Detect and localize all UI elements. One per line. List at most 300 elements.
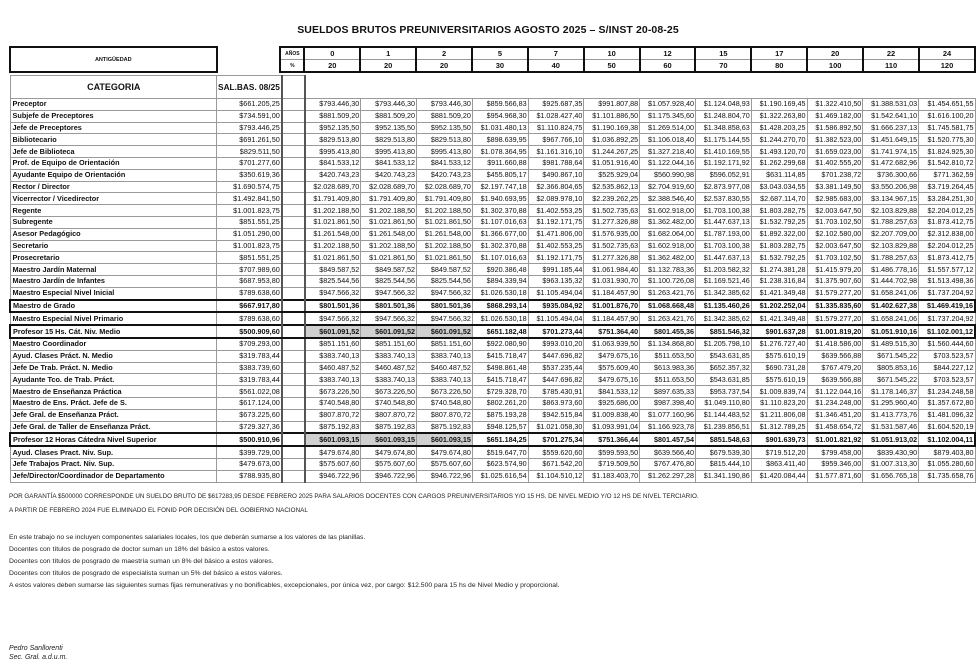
pct-spacer-cell bbox=[282, 338, 305, 350]
salary-value-cell: $2.003.647,50 bbox=[807, 205, 863, 217]
salary-value-cell: $383.740,13 bbox=[361, 374, 417, 386]
salary-value-cell: $1.428.203,25 bbox=[751, 122, 807, 134]
salary-value-cell: $2.388.546,40 bbox=[640, 193, 696, 205]
salary-value-cell: $1.341.190,86 bbox=[695, 470, 751, 482]
salary-value-cell: $1.421.349,48 bbox=[751, 312, 807, 325]
salary-value-cell: $719.512,20 bbox=[751, 446, 807, 458]
salary-value-cell: $863.973,60 bbox=[528, 397, 584, 409]
salary-value-cell: $1.658.241,06 bbox=[863, 287, 919, 299]
signature-role: Sec. Gral. a.d.u.m. bbox=[9, 654, 68, 661]
salary-value-cell: $1.184.457,90 bbox=[584, 287, 640, 299]
category-cell: Maestro Jardín Maternal bbox=[10, 264, 217, 276]
salary-value-cell: $701.275,34 bbox=[528, 433, 584, 446]
salary-value-cell: $807.870,72 bbox=[417, 409, 473, 421]
salary-value-cell: $1.791.409,80 bbox=[361, 193, 417, 205]
salary-value-cell: $1.244.270,70 bbox=[751, 134, 807, 146]
pct-label: % bbox=[280, 60, 304, 73]
salary-value-cell: $801.501,36 bbox=[305, 300, 361, 313]
category-cell: Jefe de Biblioteca bbox=[10, 146, 217, 158]
table-row bbox=[10, 362, 975, 374]
salary-value-cell: $1.741.974,15 bbox=[863, 146, 919, 158]
table-row bbox=[10, 264, 975, 276]
salary-value-cell: $490.867,10 bbox=[528, 169, 584, 181]
salary-value-cell: $946.722,96 bbox=[305, 470, 361, 482]
salary-value-cell: $1.703.100,38 bbox=[695, 240, 751, 252]
salary-value-cell: $1.078.364,95 bbox=[472, 146, 528, 158]
pct-spacer-cell bbox=[282, 146, 305, 158]
salary-value-cell: $1.110.823,20 bbox=[751, 397, 807, 409]
salary-value-cell: $1.513.498,36 bbox=[919, 275, 975, 287]
salary-value-cell: $2.103.829,88 bbox=[863, 205, 919, 217]
base-salary-cell: $1.492.841,50 bbox=[217, 193, 282, 205]
salary-value-cell: $1.312.789,25 bbox=[751, 421, 807, 433]
pct-spacer-cell bbox=[282, 446, 305, 458]
year-2: 2 bbox=[416, 47, 472, 60]
salary-value-cell: $1.447.637,13 bbox=[695, 216, 751, 228]
salary-value-cell: $1.031.930,70 bbox=[584, 275, 640, 287]
salary-value-cell: $1.274.381,28 bbox=[751, 264, 807, 276]
salary-value-cell: $1.531.587,46 bbox=[863, 421, 919, 433]
salary-value-cell: $1.402.553,25 bbox=[528, 205, 584, 217]
category-cell: Jefe Gral. de Taller de Enseñanza Práct. bbox=[10, 421, 217, 433]
salary-value-cell: $447.696,82 bbox=[528, 350, 584, 362]
salary-value-cell: $1.604.520,19 bbox=[919, 421, 975, 433]
salary-value-cell: $1.335.835,60 bbox=[807, 300, 863, 313]
salary-value-cell: $613.983,36 bbox=[640, 362, 696, 374]
salary-value-cell: $601.091,52 bbox=[361, 325, 417, 338]
salary-value-cell: $1.788.257,63 bbox=[863, 216, 919, 228]
salary-value-cell: $1.122.044,16 bbox=[640, 157, 696, 169]
category-cell: Jefe/Director/Coordinador de Departamento bbox=[10, 470, 217, 482]
category-cell: Maestro de Enseñanza Práctica bbox=[10, 386, 217, 398]
salary-value-cell: $1.873.412,75 bbox=[919, 216, 975, 228]
salary-value-cell: $519.647,70 bbox=[472, 446, 528, 458]
pct-spacer-cell bbox=[282, 409, 305, 421]
pct-spacer-cell bbox=[282, 216, 305, 228]
category-cell: Ayudante Tco. de Trab. Práct. bbox=[10, 374, 217, 386]
salary-value-cell: $1.263.421,76 bbox=[640, 287, 696, 299]
salary-value-cell: $851.151,60 bbox=[361, 338, 417, 350]
salary-value-cell: $652.357,32 bbox=[695, 362, 751, 374]
salary-value-cell: $420.743,23 bbox=[305, 169, 361, 181]
salary-value-cell: $954.968,30 bbox=[472, 110, 528, 122]
year-5: 5 bbox=[472, 47, 528, 60]
salary-value-cell: $479.674,80 bbox=[305, 446, 361, 458]
year-20: 20 bbox=[807, 47, 863, 60]
salary-value-cell: $1.192.171,75 bbox=[528, 252, 584, 264]
salary-value-cell: $623.574,90 bbox=[472, 458, 528, 470]
salary-value-cell: $807.870,72 bbox=[361, 409, 417, 421]
salary-value-cell: $460.487,52 bbox=[361, 362, 417, 374]
salary-value-cell: $1.021.861,50 bbox=[417, 252, 473, 264]
salary-value-cell: $1.107.016,63 bbox=[472, 252, 528, 264]
salary-value-cell: $420.743,23 bbox=[361, 169, 417, 181]
salary-value-cell: $947.566,32 bbox=[305, 287, 361, 299]
salary-value-cell: $1.203.582,32 bbox=[695, 264, 751, 276]
salary-value-cell: $1.261.548,00 bbox=[361, 228, 417, 240]
table-row bbox=[10, 374, 975, 386]
base-salary-cell: $350.619,36 bbox=[217, 169, 282, 181]
pct-22: 110 bbox=[863, 60, 919, 73]
salary-value-cell: $1.021.861,50 bbox=[361, 216, 417, 228]
pct-24: 120 bbox=[919, 60, 975, 73]
salary-value-cell: $1.577.871,60 bbox=[807, 470, 863, 482]
salary-value-cell: $967.766,10 bbox=[528, 134, 584, 146]
salary-value-cell: $1.107.016,63 bbox=[472, 216, 528, 228]
table-row bbox=[10, 157, 975, 169]
salary-value-cell: $1.028.427,40 bbox=[528, 110, 584, 122]
pct-spacer-cell bbox=[282, 470, 305, 482]
salary-value-cell: $1.469.419,16 bbox=[919, 300, 975, 313]
salary-value-cell: $1.051.913,02 bbox=[863, 433, 919, 446]
antiguedad-label: ANTIGÜEDAD bbox=[10, 47, 217, 72]
salary-value-cell: $881.509,20 bbox=[361, 110, 417, 122]
salary-value-cell: $1.481.096,32 bbox=[919, 409, 975, 421]
salary-value-cell: $1.469.182,00 bbox=[807, 110, 863, 122]
salary-value-cell: $1.737.204,92 bbox=[919, 312, 975, 325]
salary-table bbox=[9, 75, 976, 483]
category-cell: Ayud. Clases Práct. N. Medio bbox=[10, 350, 217, 362]
salary-value-cell: $875.192,83 bbox=[417, 421, 473, 433]
table-row bbox=[10, 169, 975, 181]
table-row bbox=[10, 312, 975, 325]
salary-value-cell: $1.122.044,16 bbox=[807, 386, 863, 398]
category-cell: Prof. de Equipo de Orientación bbox=[10, 157, 217, 169]
salary-value-cell: $952.135,50 bbox=[305, 122, 361, 134]
salary-value-cell: $1.102.004,11 bbox=[919, 433, 975, 446]
category-cell: Vicerrector / Vicedirector bbox=[10, 193, 217, 205]
base-salary-cell: $709.293,00 bbox=[217, 338, 282, 350]
salary-value-cell: $767.476,80 bbox=[640, 458, 696, 470]
salary-value-cell: $849.587,52 bbox=[361, 264, 417, 276]
salary-value-cell: $673.226,50 bbox=[417, 386, 473, 398]
salary-value-cell: $1.542.641,10 bbox=[863, 110, 919, 122]
salary-value-cell: $1.190.169,45 bbox=[751, 99, 807, 111]
salary-value-cell: $1.192.171,75 bbox=[528, 216, 584, 228]
salary-value-cell: $1.238.316,84 bbox=[751, 275, 807, 287]
pct-spacer-cell bbox=[282, 312, 305, 325]
salary-value-cell: $1.302.370,88 bbox=[472, 240, 528, 252]
category-cell: Maestro Especial Nivel Inicial bbox=[10, 287, 217, 299]
salary-value-cell: $1.703.102,50 bbox=[807, 216, 863, 228]
salary-value-cell: $844.227,12 bbox=[919, 362, 975, 374]
salary-value-cell: $1.100.726,08 bbox=[640, 275, 696, 287]
table-row bbox=[10, 110, 975, 122]
year-0: 0 bbox=[304, 47, 360, 60]
salary-value-cell: $2.985.683,00 bbox=[807, 193, 863, 205]
salary-value-cell: $701.238,72 bbox=[807, 169, 863, 181]
salary-value-cell: $1.362.482,00 bbox=[640, 252, 696, 264]
salary-value-cell: $2.028.689,70 bbox=[305, 181, 361, 193]
salary-value-cell: $511.653,50 bbox=[640, 374, 696, 386]
base-salary-cell: $383.739,60 bbox=[217, 362, 282, 374]
pct-spacer-cell bbox=[282, 240, 305, 252]
salary-value-cell: $2.103.829,88 bbox=[863, 240, 919, 252]
salary-value-cell: $1.144.483,52 bbox=[695, 409, 751, 421]
salary-value-cell: $881.509,20 bbox=[417, 110, 473, 122]
salary-value-cell: $802.261,20 bbox=[472, 397, 528, 409]
salary-value-cell: $771.362,59 bbox=[919, 169, 975, 181]
salary-value-cell: $2.687.114,70 bbox=[751, 193, 807, 205]
base-salary-cell: $687.953,80 bbox=[217, 275, 282, 287]
base-salary-cell: $319.783,44 bbox=[217, 374, 282, 386]
salary-value-cell: $1.447.637,13 bbox=[695, 252, 751, 264]
salary-value-cell: $801.457,54 bbox=[640, 433, 696, 446]
salary-value-cell: $1.205.798,10 bbox=[695, 338, 751, 350]
salary-value-cell: $1.169.521,46 bbox=[695, 275, 751, 287]
salary-value-cell: $575.610,19 bbox=[751, 374, 807, 386]
salary-value-cell: $1.202.188,50 bbox=[417, 240, 473, 252]
salary-value-cell: $420.743,23 bbox=[417, 169, 473, 181]
salary-value-cell: $911.660,88 bbox=[472, 157, 528, 169]
pct-spacer-cell bbox=[282, 181, 305, 193]
salary-value-cell: $479.674,80 bbox=[361, 446, 417, 458]
salary-value-cell: $537.235,44 bbox=[528, 362, 584, 374]
salary-value-cell: $1.658.241,06 bbox=[863, 312, 919, 325]
salary-value-cell: $1.703.102,50 bbox=[807, 252, 863, 264]
pct-12: 60 bbox=[640, 60, 696, 73]
salary-value-cell: $3.719.264,45 bbox=[919, 181, 975, 193]
salary-value-cell: $1.001.876,70 bbox=[584, 300, 640, 313]
salary-value-cell: $1.063.939,50 bbox=[584, 338, 640, 350]
col-base: SAL.BAS. 08/25 bbox=[217, 76, 282, 99]
salary-value-cell: $825.544,56 bbox=[305, 275, 361, 287]
salary-value-cell: $1.135.460,26 bbox=[695, 300, 751, 313]
base-salary-cell: $1.001.823,75 bbox=[217, 205, 282, 217]
note-garantia: POR GARANTÍA $500000 CORRESPONDE UN SUELDO BRUTO DE $617283,95 DESDE FEBRERO 2025 PARA SALARIOS DOCENTES CON CARGOS PREUNIVERSITARIOS Y/O 15 HS. DE NIVEL MEDIO Y/O 12 HS DE NIVEL TERCIARIO. bbox=[9, 493, 699, 500]
salary-value-cell: $1.124.048,93 bbox=[695, 99, 751, 111]
salary-value-cell: $639.566,40 bbox=[640, 446, 696, 458]
salary-value-cell: $1.557.577,12 bbox=[919, 264, 975, 276]
pct-20: 100 bbox=[807, 60, 863, 73]
salary-value-cell: $947.566,32 bbox=[361, 287, 417, 299]
salary-value-cell: $575.609,40 bbox=[584, 362, 640, 374]
table-row bbox=[10, 433, 975, 446]
salary-value-cell: $601.091,52 bbox=[305, 325, 361, 338]
table-row bbox=[10, 421, 975, 433]
salary-value-cell: $1.021.861,50 bbox=[361, 252, 417, 264]
salary-value-cell: $851.546,32 bbox=[695, 325, 751, 338]
salary-value-cell: $829.513,80 bbox=[361, 134, 417, 146]
pct-spacer-cell bbox=[282, 386, 305, 398]
salary-value-cell: $793.446,30 bbox=[417, 99, 473, 111]
salary-value-cell: $2.207.709,00 bbox=[863, 228, 919, 240]
salary-value-cell: $1.542.810,72 bbox=[919, 157, 975, 169]
table-row bbox=[10, 275, 975, 287]
category-cell: Jefe de Preceptores bbox=[10, 122, 217, 134]
salary-value-cell: $1.602.918,00 bbox=[640, 240, 696, 252]
salary-value-cell: $1.234.248,00 bbox=[807, 397, 863, 409]
pct-0: 20 bbox=[304, 60, 360, 73]
salary-value-cell: $947.566,32 bbox=[417, 312, 473, 325]
salary-value-cell: $1.342.385,62 bbox=[695, 312, 751, 325]
salary-value-cell: $881.509,20 bbox=[305, 110, 361, 122]
salary-value-cell: $1.101.886,50 bbox=[584, 110, 640, 122]
salary-value-cell: $651.184,25 bbox=[472, 433, 528, 446]
base-salary-cell: $829.511,50 bbox=[217, 146, 282, 158]
salary-value-cell: $2.028.689,70 bbox=[361, 181, 417, 193]
base-salary-cell: $661.205,25 bbox=[217, 99, 282, 111]
table-row bbox=[10, 205, 975, 217]
salary-value-cell: $1.787.193,00 bbox=[695, 228, 751, 240]
salary-value-cell: $1.202.188,50 bbox=[361, 240, 417, 252]
salary-value-cell: $1.049.110,80 bbox=[695, 397, 751, 409]
salary-value-cell: $2.535.862,13 bbox=[584, 181, 640, 193]
salary-value-cell: $1.277.326,88 bbox=[584, 252, 640, 264]
salary-value-cell: $1.202.188,50 bbox=[305, 205, 361, 217]
salary-value-cell: $751.366,44 bbox=[584, 433, 640, 446]
salary-value-cell: $751.364,40 bbox=[584, 325, 640, 338]
note-line: Docentes con títulos de posgrado de especialista suman un 5% del básico a estos valores. bbox=[9, 570, 283, 577]
salary-value-cell: $1.737.204,92 bbox=[919, 287, 975, 299]
pct-spacer-cell bbox=[282, 421, 305, 433]
pct-spacer-cell bbox=[282, 122, 305, 134]
category-cell: Bibliotecario bbox=[10, 134, 217, 146]
salary-value-cell: $673.226,50 bbox=[361, 386, 417, 398]
salary-value-cell: $1.202.188,50 bbox=[361, 205, 417, 217]
salary-value-cell: $601.093,15 bbox=[361, 433, 417, 446]
category-cell: Rector / Director bbox=[10, 181, 217, 193]
table-row bbox=[10, 287, 975, 299]
salary-value-cell: $1.132.783,36 bbox=[640, 264, 696, 276]
pct-spacer-cell bbox=[282, 228, 305, 240]
salary-value-cell: $1.295.960,40 bbox=[863, 397, 919, 409]
salary-value-cell: $1.892.322,00 bbox=[751, 228, 807, 240]
salary-value-cell: $736.300,66 bbox=[863, 169, 919, 181]
salary-value-cell: $543.631,85 bbox=[695, 374, 751, 386]
table-row bbox=[10, 458, 975, 470]
salary-value-cell: $1.413.773,76 bbox=[863, 409, 919, 421]
salary-value-cell: $1.104.510,12 bbox=[528, 470, 584, 482]
salary-value-cell: $922.080,90 bbox=[472, 338, 528, 350]
salary-value-cell: $987.398,40 bbox=[640, 397, 696, 409]
salary-value-cell: $1.261.548,00 bbox=[417, 228, 473, 240]
salary-value-cell: $1.602.918,00 bbox=[640, 205, 696, 217]
salary-value-cell: $2.239.262,25 bbox=[584, 193, 640, 205]
salary-value-cell: $1.421.349,48 bbox=[751, 287, 807, 299]
year-24: 24 bbox=[919, 47, 975, 60]
salary-value-cell: $1.586.892,50 bbox=[807, 122, 863, 134]
table-row bbox=[10, 134, 975, 146]
salary-value-cell: $1.458.654,72 bbox=[807, 421, 863, 433]
salary-value-cell: $1.560.444,60 bbox=[919, 338, 975, 350]
pct-spacer-cell bbox=[282, 325, 305, 338]
category-cell: Maestro de Grado bbox=[10, 300, 217, 313]
salary-value-cell: $901.637,28 bbox=[751, 325, 807, 338]
salary-value-cell: $1.093.991,04 bbox=[584, 421, 640, 433]
salary-value-cell: $511.653,50 bbox=[640, 350, 696, 362]
note-line: Docentes con títulos de posgrado de maestría suman un 8% del básico a estos valores. bbox=[9, 558, 274, 565]
header-blank-span bbox=[305, 76, 976, 99]
salary-value-cell: $841.533,12 bbox=[361, 157, 417, 169]
salary-value-cell: $851.151,60 bbox=[305, 338, 361, 350]
category-cell: Profesor 15 Hs. Cát. Niv. Medio bbox=[10, 325, 217, 338]
year-15: 15 bbox=[695, 47, 751, 60]
pct-spacer-cell bbox=[282, 287, 305, 299]
salary-value-cell: $947.566,32 bbox=[361, 312, 417, 325]
salary-value-cell: $946.722,96 bbox=[361, 470, 417, 482]
salary-value-cell: $993.010,20 bbox=[528, 338, 584, 350]
base-salary-cell: $729.327,36 bbox=[217, 421, 282, 433]
note-line: Docentes con títulos de posgrado de doctor suman un 18% del básico a estos valores. bbox=[9, 546, 270, 553]
salary-value-cell: $575.607,60 bbox=[417, 458, 473, 470]
salary-value-cell: $690.731,28 bbox=[751, 362, 807, 374]
category-cell: Subregente bbox=[10, 216, 217, 228]
salary-value-cell: $1.824.925,30 bbox=[919, 146, 975, 158]
table-row bbox=[10, 228, 975, 240]
salary-value-cell: $953.737,54 bbox=[695, 386, 751, 398]
pct-spacer-cell bbox=[282, 264, 305, 276]
salary-value-cell: $740.548,80 bbox=[417, 397, 473, 409]
salary-value-cell: $793.446,30 bbox=[361, 99, 417, 111]
salary-value-cell: $801.501,36 bbox=[417, 300, 473, 313]
salary-value-cell: $1.745.581,75 bbox=[919, 122, 975, 134]
salary-value-cell: $995.413,80 bbox=[417, 146, 473, 158]
table-row bbox=[10, 252, 975, 264]
salary-value-cell: $3.284.251,30 bbox=[919, 193, 975, 205]
salary-value-cell: $1.184.457,90 bbox=[584, 312, 640, 325]
salary-value-cell: $1.202.188,50 bbox=[305, 240, 361, 252]
pct-spacer-cell bbox=[282, 252, 305, 264]
base-salary-cell: $667.917,80 bbox=[217, 300, 282, 313]
salary-value-cell: $525.929,04 bbox=[584, 169, 640, 181]
salary-value-cell: $639.566,88 bbox=[807, 374, 863, 386]
salary-value-cell: $1.579.277,20 bbox=[807, 312, 863, 325]
salary-value-cell: $596.052,91 bbox=[695, 169, 751, 181]
base-salary-cell: $1.001.823,75 bbox=[217, 240, 282, 252]
salary-value-cell: $894.339,94 bbox=[472, 275, 528, 287]
table-row bbox=[10, 350, 975, 362]
salary-value-cell: $1.420.084,44 bbox=[751, 470, 807, 482]
note-line: En este trabajo no se incluyen componentes salariales locales, los que deberán sumarse a los valores de las planillas. bbox=[9, 534, 366, 541]
salary-value-cell: $995.413,80 bbox=[305, 146, 361, 158]
pct-spacer-cell bbox=[282, 99, 305, 111]
salary-value-cell: $1.026.530,18 bbox=[472, 312, 528, 325]
pct-7: 40 bbox=[528, 60, 584, 73]
salary-value-cell: $829.513,80 bbox=[417, 134, 473, 146]
salary-value-cell: $1.803.282,75 bbox=[751, 240, 807, 252]
salary-value-cell: $1.489.515,30 bbox=[863, 338, 919, 350]
salary-value-cell: $952.135,50 bbox=[417, 122, 473, 134]
salary-value-cell: $679.539,30 bbox=[695, 446, 751, 458]
salary-value-cell: $479.675,16 bbox=[584, 350, 640, 362]
salary-value-cell: $1.703.100,38 bbox=[695, 205, 751, 217]
pct-spacer-cell bbox=[282, 134, 305, 146]
year-22: 22 bbox=[863, 47, 919, 60]
category-cell: Jefe Gral. de Enseñanza Práct. bbox=[10, 409, 217, 421]
salary-value-cell: $841.533,12 bbox=[305, 157, 361, 169]
salary-value-cell: $651.182,48 bbox=[472, 325, 528, 338]
salary-value-cell: $1.803.282,75 bbox=[751, 205, 807, 217]
salary-value-cell: $1.001.821,92 bbox=[807, 433, 863, 446]
salary-value-cell: $729.328,70 bbox=[472, 386, 528, 398]
salary-value-cell: $805.853,16 bbox=[863, 362, 919, 374]
salary-value-cell: $849.587,52 bbox=[417, 264, 473, 276]
salary-value-cell: $963.135,32 bbox=[528, 275, 584, 287]
salary-value-cell: $1.211.806,08 bbox=[751, 409, 807, 421]
salary-value-cell: $673.226,50 bbox=[305, 386, 361, 398]
salary-value-cell: $825.544,56 bbox=[417, 275, 473, 287]
salary-value-cell: $575.610,19 bbox=[751, 350, 807, 362]
salary-value-cell: $1.262.297,28 bbox=[640, 470, 696, 482]
salary-value-cell: $1.202.252,04 bbox=[751, 300, 807, 313]
salary-value-cell: $946.722,96 bbox=[417, 470, 473, 482]
salary-value-cell: $1.026.530,18 bbox=[472, 287, 528, 299]
salary-value-cell: $1.061.984,40 bbox=[584, 264, 640, 276]
category-cell: Asesor Pedagógico bbox=[10, 228, 217, 240]
salary-value-cell: $1.472.682,96 bbox=[863, 157, 919, 169]
notes-paragraph bbox=[9, 532, 559, 592]
